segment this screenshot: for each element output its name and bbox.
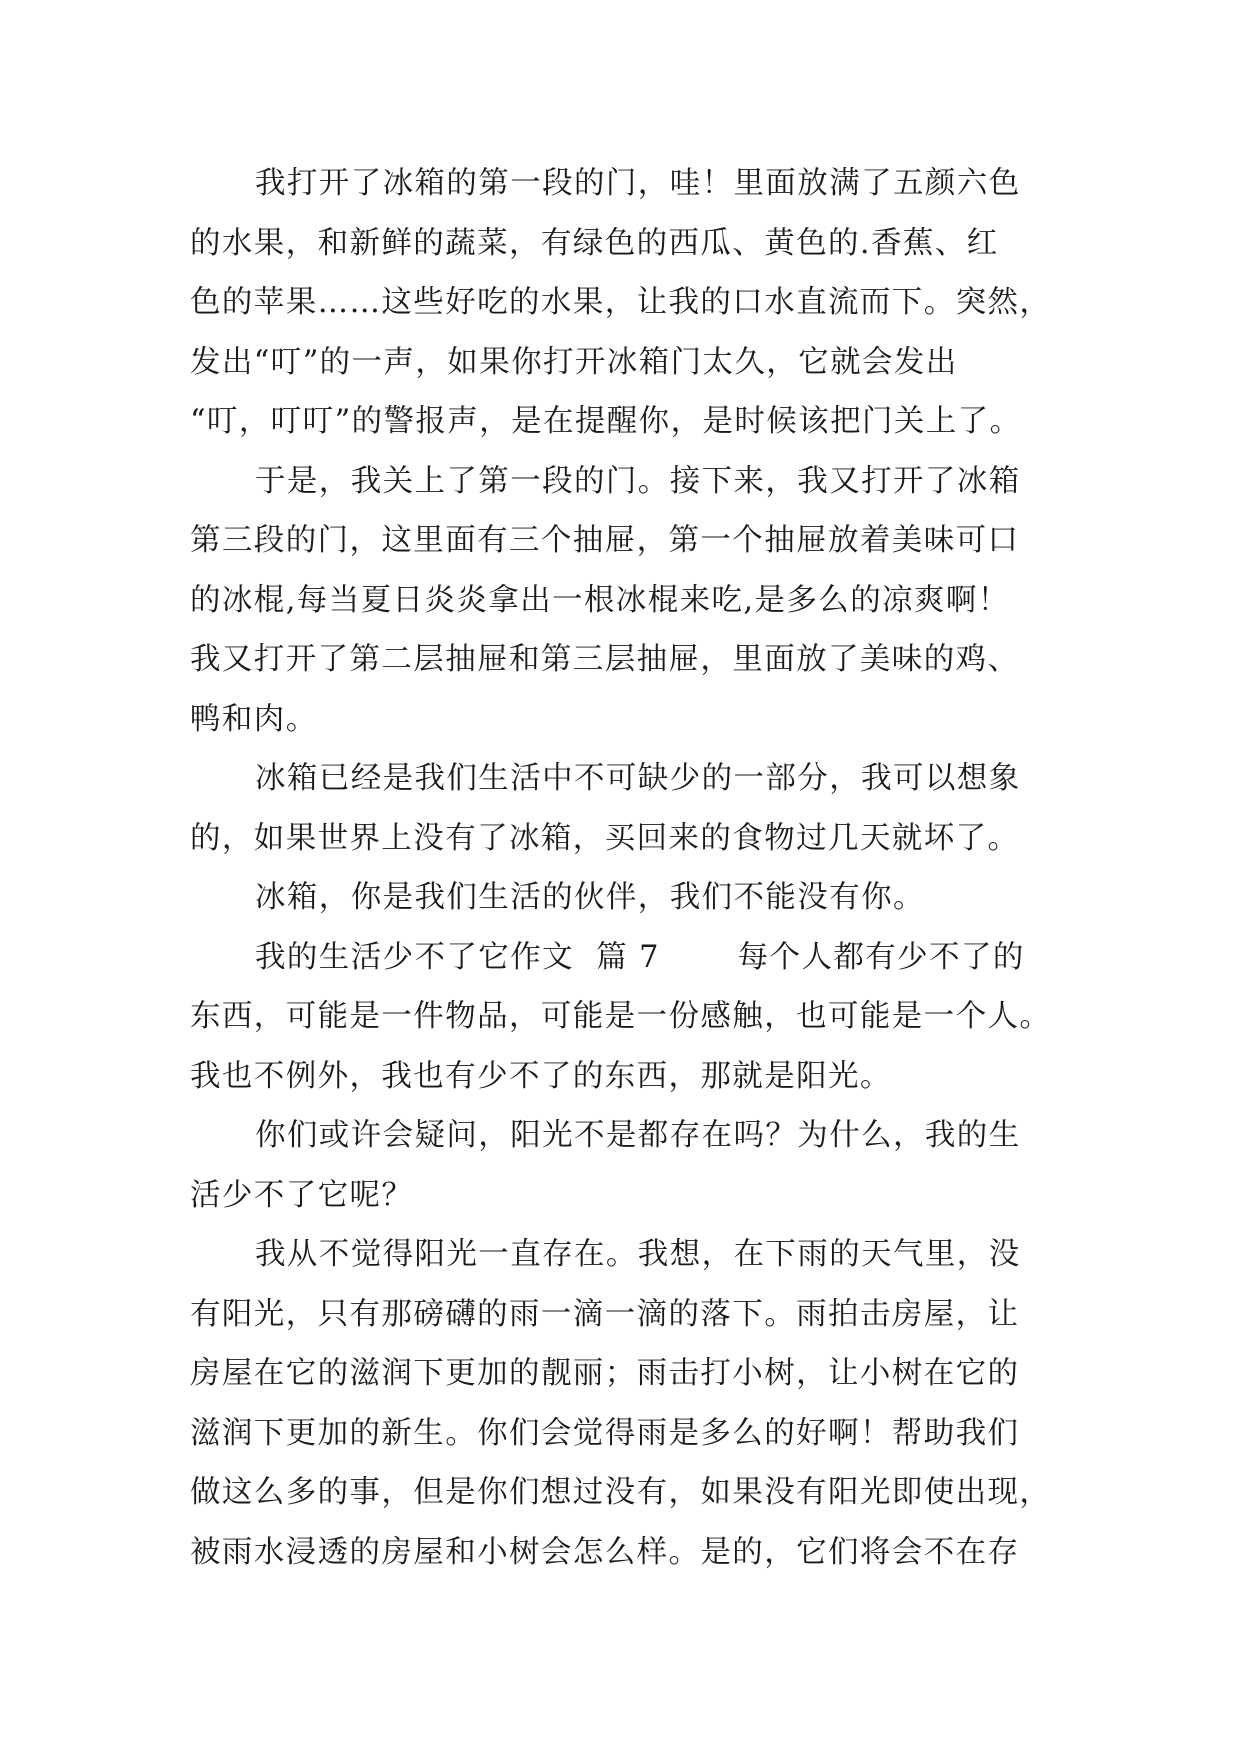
text-line: 我打开了冰箱的第一段的门，哇！里面放满了五颜六色 xyxy=(255,166,1021,201)
text-line: 活少不了它呢？ xyxy=(190,1177,414,1213)
text-line: 鸭和肉。 xyxy=(190,701,318,737)
text-line: 于是，我关上了第一段的门。接下来，我又打开了冰箱 xyxy=(255,463,1021,499)
text-line: 的，如果世界上没有了冰箱，买回来的食物过几天就坏了。 xyxy=(190,820,1020,856)
text-line: 被雨水浸透的房屋和小树会怎么样。是的，它们将会不在存 xyxy=(190,1534,1020,1570)
text-line: 的冰棍,每当夏日炎炎拿出一根冰棍来吃,是多么的凉爽啊！ xyxy=(190,582,1010,618)
text-line: 发出“叮”的一声，如果你打开冰箱门太久，它就会发出 xyxy=(190,344,958,380)
section-heading-line: 我的生活少不了它作文 篇 7 每个人都有少不了的 xyxy=(255,939,1025,975)
text-line: 我从不觉得阳光一直存在。我想，在下雨的天气里，没 xyxy=(255,1237,1021,1272)
text-line: 你们或许会疑问，阳光不是都存在吗？为什么，我的生 xyxy=(255,1118,1021,1153)
text-line: 房屋在它的滋润下更加的靓丽；雨击打小树，让小树在它的 xyxy=(190,1356,1020,1391)
text-line: 我又打开了第二层抽屉和第三层抽屉，里面放了美味的鸡、 xyxy=(190,642,1020,677)
text-line: 冰箱，你是我们生活的伙伴，我们不能没有你。 xyxy=(255,880,925,915)
text-line: “叮，叮叮”的警报声，是在提醒你，是时候该把门关上了。 xyxy=(190,404,1022,439)
text-line: 东西，可能是一件物品，可能是一份感触，也可能是一个人。 xyxy=(190,999,1052,1034)
text-line: 滋润下更加的新生。你们会觉得雨是多么的好啊！帮助我们 xyxy=(190,1415,1020,1451)
text-line: 第三段的门，这里面有三个抽屉，第一个抽屉放着美味可口 xyxy=(190,523,1020,558)
text-line: 我也不例外，我也有少不了的东西，那就是阳光。 xyxy=(190,1058,892,1094)
body-text xyxy=(190,154,1050,1582)
text-line: 色的苹果……这些好吃的水果，让我的口水直流而下。突然， xyxy=(190,285,1052,320)
text-line: 冰箱已经是我们生活中不可缺少的一部分，我可以想象 xyxy=(255,761,1021,796)
text-line: 有阳光，只有那磅礴的雨一滴一滴的落下。雨拍击房屋，让 xyxy=(190,1296,1020,1332)
text-line: 做这么多的事，但是你们想过没有，如果没有阳光即使出现， xyxy=(190,1475,1052,1510)
text-line: 的水果，和新鲜的蔬菜，有绿色的西瓜、黄色的.香蕉、红 xyxy=(190,225,999,261)
